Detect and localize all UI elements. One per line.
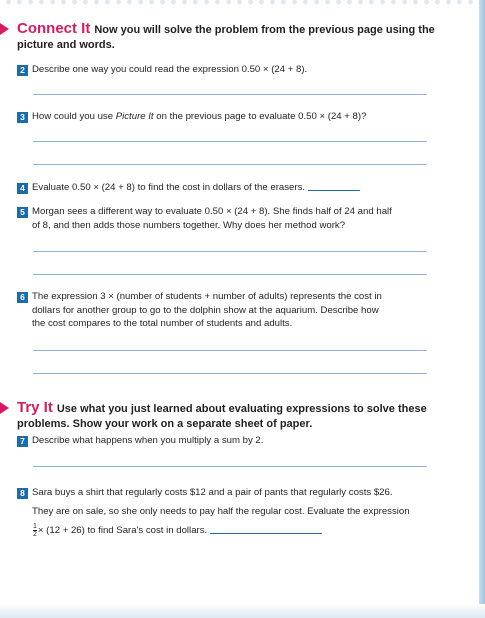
connect-it-keyword: Connect It — [17, 20, 91, 37]
answer-line[interactable] — [33, 251, 427, 252]
answer-line[interactable] — [33, 94, 427, 95]
question-6-line2: dollars for another group to go to the dolphin show at the aquarium. Describe how — [32, 304, 379, 316]
question-2-text: Describe one way you could read the expression 0.50 × (24 + 8). — [32, 64, 308, 75]
answer-line[interactable] — [33, 350, 427, 351]
question-3-text-post: on the previous page to evaluate 0.50 × (24 + 8)? — [153, 111, 367, 122]
question-number-badge: 3 — [17, 112, 28, 123]
answer-line[interactable] — [33, 141, 427, 142]
connect-it-heading — [17, 21, 435, 53]
question-8-line2: They are on sale, so she only needs to pay half the regular cost. Evaluate the expression — [32, 506, 410, 517]
fraction-denominator: 2 — [33, 530, 37, 538]
question-number-badge: 6 — [17, 292, 28, 303]
question-8-line1: Sara buys a shirt that regularly costs $12 and a pair of pants that regularly costs $26. — [32, 487, 393, 498]
question-2 — [17, 63, 427, 77]
question-8 — [17, 483, 427, 540]
question-5-line2: of 8, and then adds those numbers together. Why does her method work? — [32, 219, 346, 231]
question-3 — [17, 110, 427, 124]
try-it-arrow-icon — [0, 402, 9, 414]
question-4-text: Evaluate 0.50 × (24 + 8) to find the cost in dollars of the erasers. — [32, 182, 306, 193]
fraction-one-half — [33, 523, 37, 538]
answer-line[interactable] — [33, 466, 427, 467]
answer-line[interactable] — [33, 373, 427, 374]
question-number-badge: 7 — [17, 436, 28, 447]
question-6-line3: the cost compares to the total number of students and adults. — [32, 318, 293, 329]
question-4 — [17, 181, 427, 195]
try-it-keyword: Try It — [17, 399, 53, 416]
try-it-instruction-line1: Use what you just learned about evaluating expressions to solve these — [56, 403, 427, 415]
answer-line[interactable] — [33, 164, 427, 165]
question-7-text: Describe what happens when you multiply a sum by 2. — [32, 435, 264, 446]
answer-line[interactable] — [33, 274, 427, 275]
question-5-line1: Morgan sees a different way to evaluate 0.50 × (24 + 8). She finds half of 24 and half — [32, 206, 392, 217]
try-it-heading — [17, 400, 427, 432]
question-number-badge: 8 — [17, 488, 28, 499]
question-3-text-pre: How could you use — [32, 111, 116, 122]
connect-arrow-icon — [0, 23, 9, 35]
question-number-badge: 2 — [17, 65, 28, 76]
fraction-numerator: 1 — [33, 522, 37, 530]
bottom-edge-band — [0, 604, 485, 618]
question-number-badge: 4 — [17, 183, 28, 194]
try-it-instruction-line2: problems. Show your work on a separate sheet of paper. — [17, 418, 313, 430]
question-8-line3: × (12 + 26) to find Sara's cost in dollars. — [37, 525, 208, 536]
answer-blank[interactable] — [308, 190, 360, 191]
question-3-picture-it: Picture It — [115, 111, 154, 122]
question-number-badge: 5 — [17, 207, 28, 218]
answer-blank[interactable] — [210, 533, 322, 534]
question-5 — [17, 205, 427, 232]
right-edge-band — [479, 0, 485, 618]
question-6 — [17, 290, 427, 331]
connect-it-instruction-line2: picture and words. — [17, 39, 115, 51]
top-dot-border — [0, 0, 485, 8]
connect-it-instruction-line1: Now you will solve the problem from the previous page using the — [94, 24, 435, 36]
question-7 — [17, 434, 427, 448]
question-6-line1: The expression 3 × (number of students + number of adults) represents the cost in — [32, 291, 382, 302]
